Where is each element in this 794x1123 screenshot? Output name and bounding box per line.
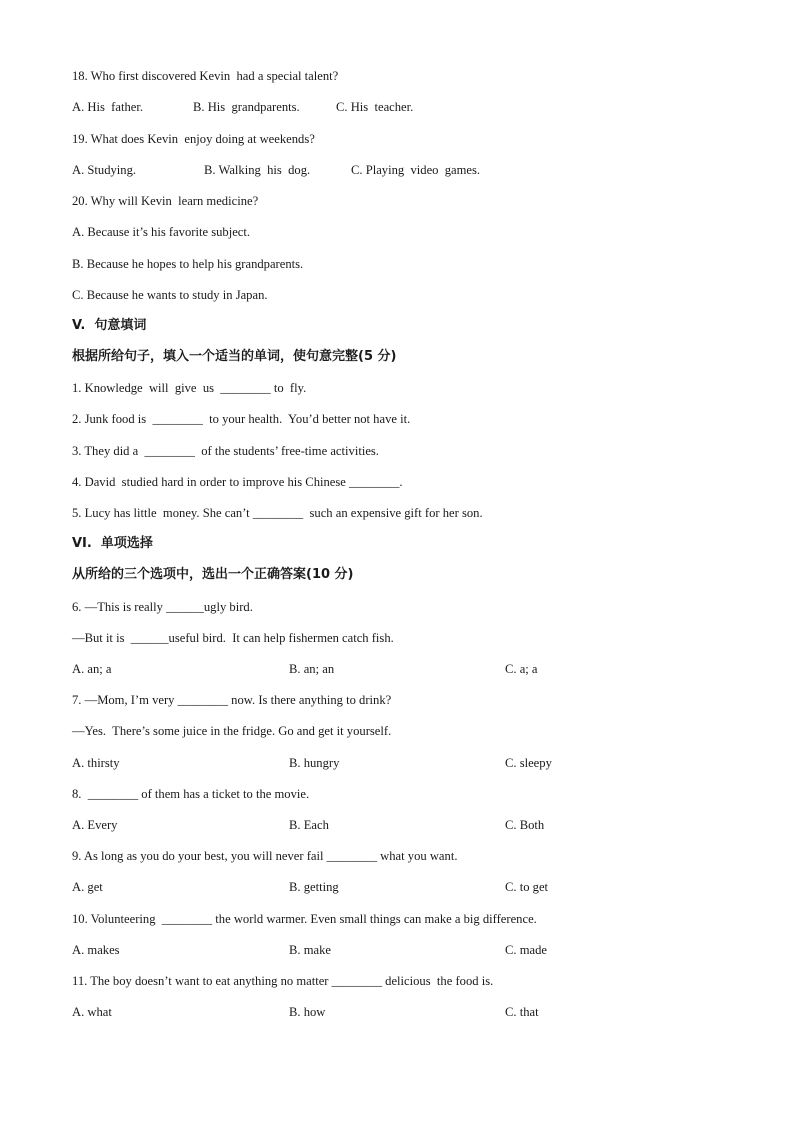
option-11-c: C. that (505, 1005, 539, 1019)
option-19-b: B. Walking his dog. (204, 163, 311, 177)
fill-item-1: 1. Knowledge will give us ________ to fly. (72, 381, 307, 395)
question-18: 18. Who first discovered Kevin had a special talent? (72, 69, 339, 83)
option-11-a: A. what (72, 1005, 112, 1019)
option-7-c: C. sleepy (505, 756, 552, 770)
option-19-c: C. Playing video games. (351, 163, 481, 177)
option-18-c: C. His teacher. (336, 100, 414, 114)
section-5-instruction: 根据所给句子，填入一个适当的单词，使句意完整(5 分) (72, 349, 397, 364)
option-9-c: C. to get (505, 880, 549, 894)
option-9-b: B. getting (289, 880, 339, 894)
question-9: 9. As long as you do your best, you will never fail ________ what you want. (72, 849, 458, 863)
option-11-b: B. how (289, 1005, 326, 1019)
option-19-a: A. Studying. (72, 163, 137, 177)
question-6-line-2: —But it is ______useful bird. It can help fishermen catch fish. (72, 631, 394, 645)
option-6-b: B. an; an (289, 662, 335, 676)
option-18-b: B. His grandparents. (193, 100, 300, 114)
question-11: 11. The boy doesn’t want to eat anything no matter ________ delicious the food is. (72, 974, 494, 988)
option-20-c: C. Because he wants to study in Japan. (72, 288, 268, 302)
fill-item-3: 3. They did a ________ of the students’ free-time activities. (72, 444, 379, 458)
option-20-a: A. Because it’s his favorite subject. (72, 225, 251, 239)
section-6-title: VI. 单项选择 (72, 536, 153, 551)
section-5-title: V. 句意填词 (72, 318, 147, 333)
question-8: 8. ________ of them has a ticket to the movie. (72, 787, 310, 801)
option-20-b: B. Because he hopes to help his grandparents. (72, 257, 304, 271)
question-6-line-1: 6. —This is really ______ugly bird. (72, 600, 253, 614)
option-6-a: A. an; a (72, 662, 112, 676)
fill-item-5: 5. Lucy has little money. She can’t ________ such an expensive gift for her son. (72, 506, 483, 520)
option-10-b: B. make (289, 943, 331, 957)
option-8-b: B. Each (289, 818, 329, 832)
option-6-c: C. a; a (505, 662, 538, 676)
section-6-instruction: 从所给的三个选项中，选出一个正确答案(10 分) (72, 567, 354, 582)
option-7-a: A. thirsty (72, 756, 120, 770)
question-20: 20. Why will Kevin learn medicine? (72, 194, 259, 208)
fill-item-4: 4. David studied hard in order to improve his Chinese ________. (72, 475, 403, 489)
option-10-a: A. makes (72, 943, 120, 957)
option-8-c: C. Both (505, 818, 545, 832)
question-7-line-1: 7. —Mom, I’m very ________ now. Is there anything to drink? (72, 693, 392, 707)
option-10-c: C. made (505, 943, 547, 957)
option-9-a: A. get (72, 880, 103, 894)
fill-item-2: 2. Junk food is ________ to your health. You’d better not have it. (72, 412, 411, 426)
question-7-line-2: —Yes. There’s some juice in the fridge. Go and get it yourself. (72, 724, 392, 738)
question-10: 10. Volunteering ________ the world warmer. Even small things can make a big difference. (72, 912, 537, 926)
option-18-a: A. His father. (72, 100, 143, 114)
option-7-b: B. hungry (289, 756, 340, 770)
option-8-a: A. Every (72, 818, 118, 832)
question-19: 19. What does Kevin enjoy doing at weekends? (72, 132, 315, 146)
